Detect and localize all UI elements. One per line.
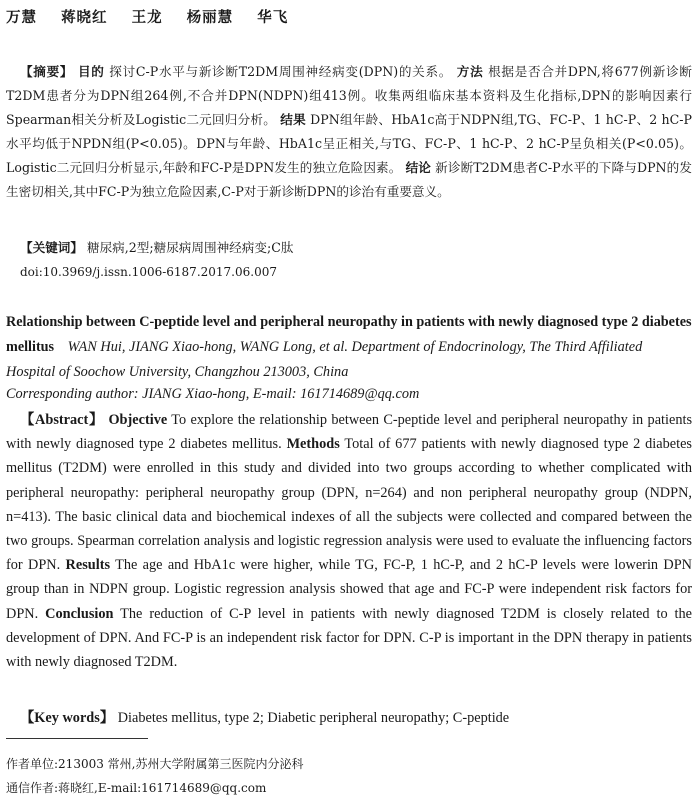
en-keywords-label: 【Key words】 bbox=[20, 710, 115, 726]
cn-methods-label: 方法 bbox=[456, 64, 484, 79]
cn-objective-label: 目的 bbox=[77, 64, 105, 79]
en-abstract bbox=[6, 408, 692, 674]
doi bbox=[6, 262, 692, 282]
cn-results-label: 结果 bbox=[280, 112, 306, 127]
corresponding-en bbox=[6, 382, 692, 406]
cn-results-text: DPN组年龄、HbA1c高于NDPN组,TG、FC-P、1 hC-P、2 hC-P水平均低于NPDN组(P<0.05)。DPN与年龄、HbA1c呈正相关,与TG、FC-P、1 hC-P、2 hC-P呈负相关(P<0.05)。Logistic二元回归分析显示,年龄和FC-P是DPN发生的独立危险因素。 bbox=[6, 112, 692, 175]
author-list bbox=[6, 6, 306, 27]
cn-methods-text: 根据是否合并DPN,将677例新诊断T2DM患者分为DPN组264例,不合并DPN(NDPN)组413例。收集两组临床基本资料及生化指标,DPN的影响因素行Spearman相关分析及Logistic二元回归分析。 bbox=[6, 64, 692, 127]
cn-keywords-text: 糖尿病,2型;糖尿病周围神经病变;C肽 bbox=[86, 240, 294, 255]
author-name: 王龙 bbox=[131, 9, 163, 26]
en-objective-text: To explore the relationship between C-peptide level and peripheral neuropathy in patients with newly diagnosed type 2 diabetes mellitus. bbox=[6, 412, 693, 453]
en-conclusion-text: The reduction of C-P level in patients with newly diagnosed T2DM is closely related to the development of DPN. And FC-P is an independent risk factor for DPN. C-P is important in the DPN therapy in patients with newly diagnosed T2DM. bbox=[6, 605, 692, 671]
cn-keywords-label: 【关键词】 bbox=[20, 240, 83, 255]
en-keywords bbox=[6, 706, 692, 730]
doi-text: doi:10.3969/j.issn.1006-6187.2017.06.007 bbox=[20, 265, 277, 279]
en-title bbox=[6, 310, 692, 385]
en-results-text: The age and HbA1c were higher, while TG, FC-P, 1 hC-P, and 2 hC-P levels were lowerin DPN group than in NDPN group. Logistic regression analysis showed that age and FC-P were independent risk factors for DPN. bbox=[6, 557, 692, 622]
en-authors: WAN Hui, JIANG Xiao-hong, WANG Long, et al. Department of Endocrinology, The Third Affiliated Hospital of Soochow University, Changzhou 213003, China bbox=[6, 339, 643, 380]
footnote-corresponding: 通信作者:蒋晓红,E-mail:161714689@qq.com bbox=[6, 781, 267, 795]
cn-abstract bbox=[6, 60, 692, 204]
footnote-divider bbox=[6, 738, 148, 739]
cn-conclusion-text: 新诊断T2DM患者C-P水平的下降与DPN的发生密切相关,其中FC-P为独立危险因素,C-P对于新诊断DPN的诊治有重要意义。 bbox=[6, 160, 692, 199]
author-name: 蒋晓红 bbox=[61, 9, 108, 26]
author-name: 杨丽慧 bbox=[186, 9, 234, 26]
en-results-label: Results bbox=[65, 557, 111, 574]
en-objective-label: Objective bbox=[108, 412, 168, 428]
cn-keywords bbox=[6, 236, 692, 260]
author-name: 万慧 bbox=[6, 9, 37, 26]
en-methods-text: Total of 677 patients with newly diagnosed type 2 diabetes mellitus (T2DM) were enrolled in this study and divided into two groups according to whether complicated with peripheral neuropathy: peripheral neuropathy group (DPN, n=264) and non peripheral neuropathy group (NDPN, n=413). The basic clinical data and biochemical indexes of all the subjects were collected and compared between the two groups. Spearman correlation analysis and logistic regression analysis were used to evaluate the influencing factors for DPN. bbox=[6, 436, 692, 574]
cn-abstract-label: 【摘要】 bbox=[20, 64, 74, 79]
en-title-text: Relationship between C-peptide level and peripheral neuropathy in patients with newly diagnosed type 2 diabetes mellitus bbox=[6, 314, 692, 355]
en-keywords-text: Diabetes mellitus, type 2; Diabetic peripheral neuropathy; C-peptide bbox=[117, 710, 510, 726]
cn-objective-text: 探讨C-P水平与新诊断T2DM周围神经病变(DPN)的关系。 bbox=[109, 64, 453, 79]
en-methods-label: Methods bbox=[286, 436, 340, 453]
en-conclusion-label: Conclusion bbox=[45, 605, 114, 622]
footnote-affiliation: 作者单位:213003 常州,苏州大学附属第三医院内分泌科 bbox=[6, 757, 304, 771]
author-name: 华飞 bbox=[257, 9, 289, 26]
en-abstract-label: 【Abstract】 bbox=[20, 412, 105, 428]
cn-conclusion-label: 结论 bbox=[405, 160, 432, 175]
corresponding-en-text: Corresponding author: JIANG Xiao-hong, E-mail: 161714689@qq.com bbox=[6, 386, 420, 402]
